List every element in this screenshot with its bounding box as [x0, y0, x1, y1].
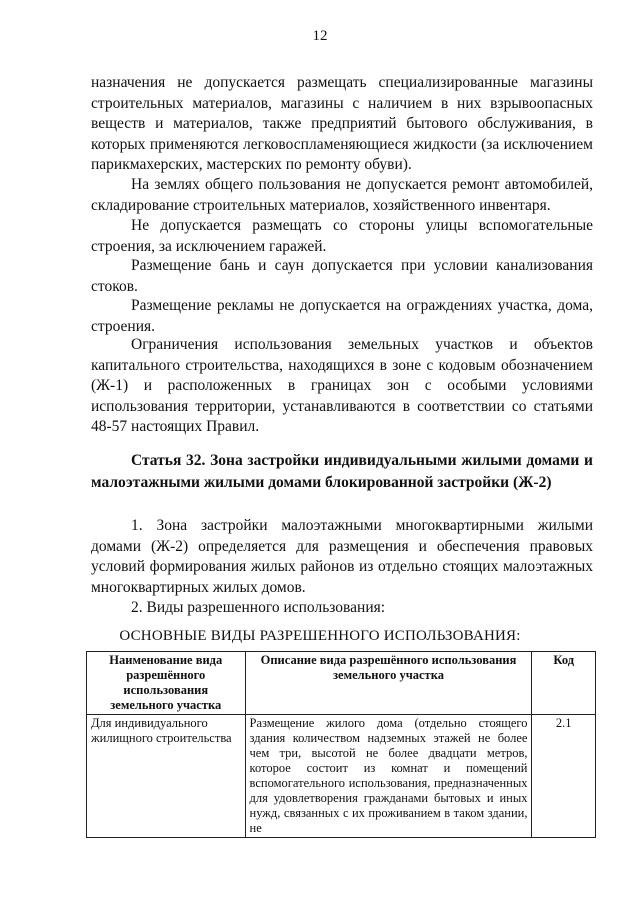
article-heading: Статья 32. Зона застройки индивидуальными жилыми домами и малоэтажными жилыми домами блокированной застройки (Ж-2): [91, 452, 593, 491]
article-paragraph: 2. Виды разрешенного использования:: [131, 599, 386, 616]
table-cell-code: 2.1: [532, 715, 596, 838]
table-cell-name: Для индивидуального жилищного строительства: [87, 715, 246, 838]
table-header-row: [87, 652, 596, 715]
table-header-description: Описание вида разрешённого использования земельного участка: [245, 652, 532, 715]
land-use-table: [86, 651, 596, 838]
table-header-name: Наименование вида разрешённого использования земельного участка: [87, 652, 246, 715]
body-paragraph: Ограничения использования земельных участков и объектов капитального строительства, находящихся в зоне с кодовым обозначением (Ж-1) и расположенных в границах зон с особыми условиями использования территории, устанавливаются в соответствии со статьями 48-57 настоящих Правил.: [91, 336, 593, 435]
body-paragraph-continuation: назначения не допускается размещать специализированные магазины строительных материалов, магазины с наличием в них взрывоопасных веществ и материалов, также предприятий бытового обслуживания, в которых применяются легковоспламеняющиеся жидкости (за исключением парикмахерских, мастерских по ремонту обуви).: [91, 74, 593, 173]
body-paragraph: На землях общего пользования не допускается ремонт автомобилей, складирование строительных материалов, хозяйственного инвентаря.: [91, 176, 593, 214]
page-number: 12: [312, 28, 328, 44]
body-paragraph: Не допускается размещать со стороны улицы вспомогательные строения, за исключением гаражей.: [91, 217, 593, 255]
body-paragraph: Размещение бань и саун допускается при условии канализования стоков.: [91, 257, 593, 295]
table-header-code: Код: [532, 652, 596, 715]
article-paragraph: 1. Зона застройки малоэтажными многоквартирными жилыми домами (Ж-2) определяется для размещения и обеспечения правовых условий формирования жилых районов из отдельно стоящих малоэтажных многоквартирных жилых домов.: [91, 517, 593, 596]
table-caption: ОСНОВНЫЕ ВИДЫ РАЗРЕШЕННОГО ИСПОЛЬЗОВАНИЯ:: [119, 628, 521, 644]
table-row: [87, 715, 596, 838]
body-paragraph: Размещение рекламы не допускается на ограждениях участка, дома, строения.: [91, 297, 593, 335]
table-cell-description: Размещение жилого дома (отдельно стоящего здания количеством надземных этажей не более чем три, высотой не более двадцати метров, которое состоит из комнат и помещений вспомогательного использования, предназначенных для удовлетворения гражданами бытовых и иных нужд, связанных с их проживанием в таком здании, не: [245, 715, 532, 838]
